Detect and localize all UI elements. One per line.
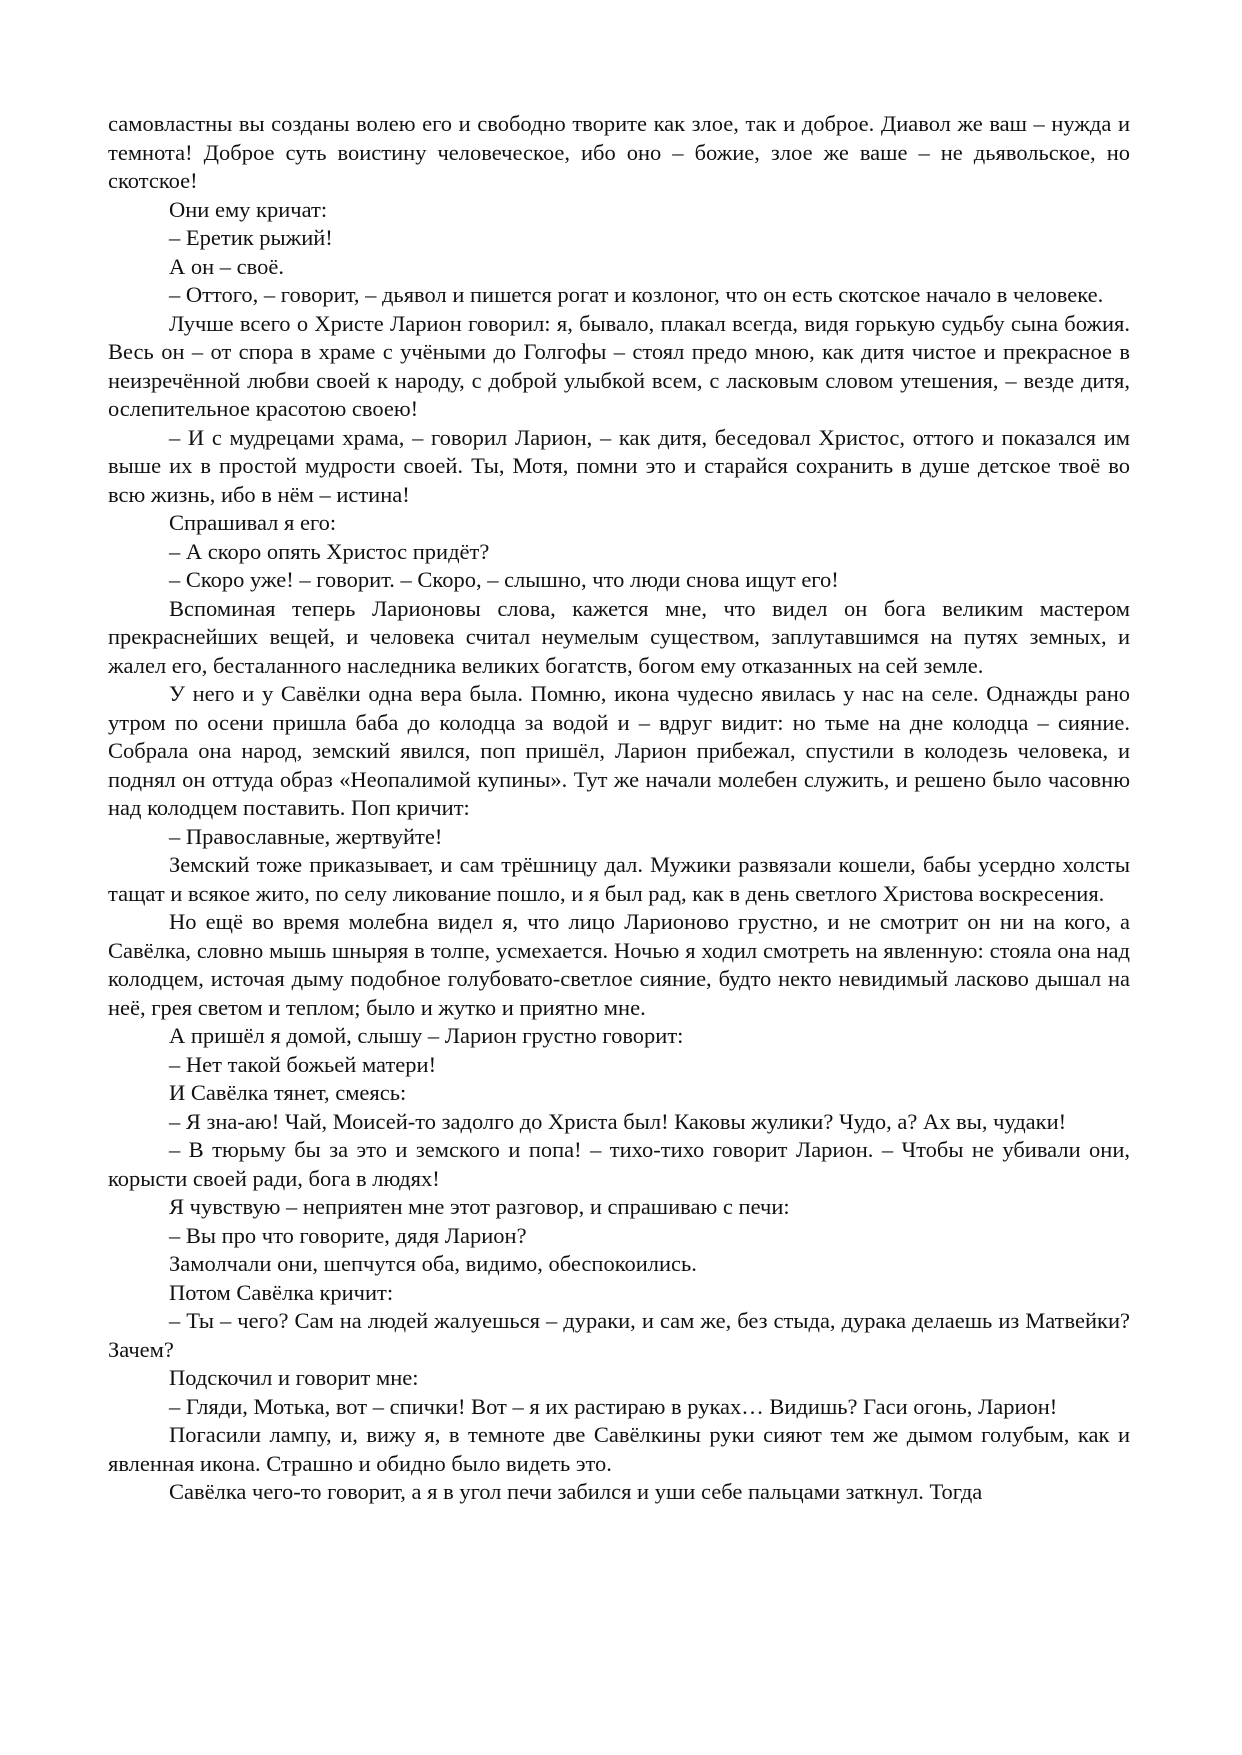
paragraph: Но ещё во время молебна видел я, что лицо Ларионово грустно, и не смотрит он ни на кого, а Савёлка, словно мышь шныряя в толпе, усмехается. Ночью я ходил смотреть на явленную: стояла она над колодцем, источая дыму подобное голубовато-светлое сияние, будто некто невидимый ласково дышал на неё, грея светом и теплом; было и жутко и приятно мне. <box>108 909 1130 1020</box>
paragraph: Потом Савёлка кричит: <box>169 1279 394 1305</box>
paragraph: У него и у Савёлки одна вера была. Помню, икона чудесно явилась у нас на селе. Однажды рано утром по осени пришла баба до колодца за водой и – вдруг видит: но тьме на дне колодца – сияние. Собрала она народ, земский явился, поп пришёл, Ларион прибежал, спустили в колодезь человека, и поднял он оттуда образ «Неопалимой купины». Тут же начали молебен служить, и решено было часовню над колодцем поставить. Поп кричит: <box>108 681 1130 820</box>
paragraph: – Скоро уже! – говорит. – Скоро, – слышно, что люди снова ищут его! <box>169 567 839 592</box>
paragraph: Погасили лампу, и, вижу я, в темноте две Савёлкины руки сияют тем же дымом голубым, как и явленная икона. Страшно и обидно было видеть это. <box>108 1422 1130 1476</box>
paragraph: – А скоро опять Христос придёт? <box>169 538 490 564</box>
paragraph: Спрашивал я его: <box>169 510 337 535</box>
paragraph: – Я зна-аю! Чай, Моисей-то задолго до Христа был! Каковы жулики? Чудо, а? Ах вы, чудаки! <box>169 1108 1067 1134</box>
paragraph: А пришёл я домой, слышу – Ларион грустно говорит: <box>169 1023 684 1048</box>
paragraph: Лучше всего о Христе Ларион говорил: я, бывало, плакал всегда, видя горькую судьбу сына божия. Весь он – от спора в храме с учёными до Голгофы – стоял предо мною, как дитя чистое и прекрасное в неизречённой любви своей к народу, с доброй улыбкой всем, с ласковым словом утешения, – везде дитя, ослепительное красотою своею! <box>108 310 1130 421</box>
paragraph: Савёлка чего-то говорит, а я в угол печи забился и уши себе пальцами заткнул. Тогда <box>169 1479 983 1504</box>
paragraph: Вспоминая теперь Ларионовы слова, кажется мне, что видел он бога великим мастером прекраснейших вещей, и человека считал неумелым существом, заплутавшимся на путях земных, и жалел его, бесталанного наследника великих богатств, богом ему отказанных на сей земле. <box>108 595 1130 678</box>
paragraph: – И с мудрецами храма, – говорил Ларион, – как дитя, беседовал Христос, оттого и показался им выше их в простой мудрости своей. Ты, Мотя, помни это и старайся сохранить в душе детское твоё во всю жизнь, ибо в нём – истина! <box>108 424 1130 507</box>
paragraph: – В тюрьму бы за это и земского и попа! – тихо-тихо говорит Ларион. – Чтобы не убивали они, корысти своей ради, бога в людях! <box>108 1137 1130 1191</box>
paragraph: – Ты – чего? Сам на людей жалуешься – дураки, и сам же, без стыда, дурака делаешь из Матвейки? Зачем? <box>108 1308 1130 1362</box>
paragraph: А он – своё. <box>169 253 284 279</box>
paragraph: – Вы про что говорите, дядя Ларион? <box>169 1222 527 1248</box>
paragraph: – Нет такой божьей матери! <box>169 1051 437 1077</box>
paragraph: Я чувствую – неприятен мне этот разговор, и спрашиваю с печи: <box>169 1194 790 1219</box>
paragraph: Земский тоже приказывает, и сам трёшницу дал. Мужики развязали кошели, бабы усердно холсты тащат и всякое жито, по селу ликование пошло, и я был рад, как в день светлого Христова воскресения. <box>108 852 1130 906</box>
paragraph: Замолчали они, шепчутся оба, видимо, обеспокоились. <box>169 1251 697 1276</box>
document-page <box>108 110 1130 1507</box>
paragraph: – Православные, жертвуйте! <box>169 823 443 849</box>
paragraph: И Савёлка тянет, смеясь: <box>169 1080 407 1105</box>
paragraph: – Оттого, – говорит, – дьявол и пишется рогат и козлоног, что он есть скотское начало в человеке. <box>169 282 1104 307</box>
paragraph: Они ему кричат: <box>169 196 328 222</box>
paragraph: самовластны вы созданы волею его и свободно творите как злое, так и доброе. Диавол же ваш – нужда и темнота! Доброе суть воистину человеческое, ибо оно – божие, злое же ваше – не дьявольское, но скотское! <box>108 111 1130 193</box>
paragraph: – Еретик рыжий! <box>169 225 333 250</box>
paragraph: Подскочил и говорит мне: <box>169 1365 419 1390</box>
paragraph: – Гляди, Мотька, вот – спички! Вот – я их растираю в руках… Видишь? Гаси огонь, Ларион! <box>169 1393 1058 1419</box>
